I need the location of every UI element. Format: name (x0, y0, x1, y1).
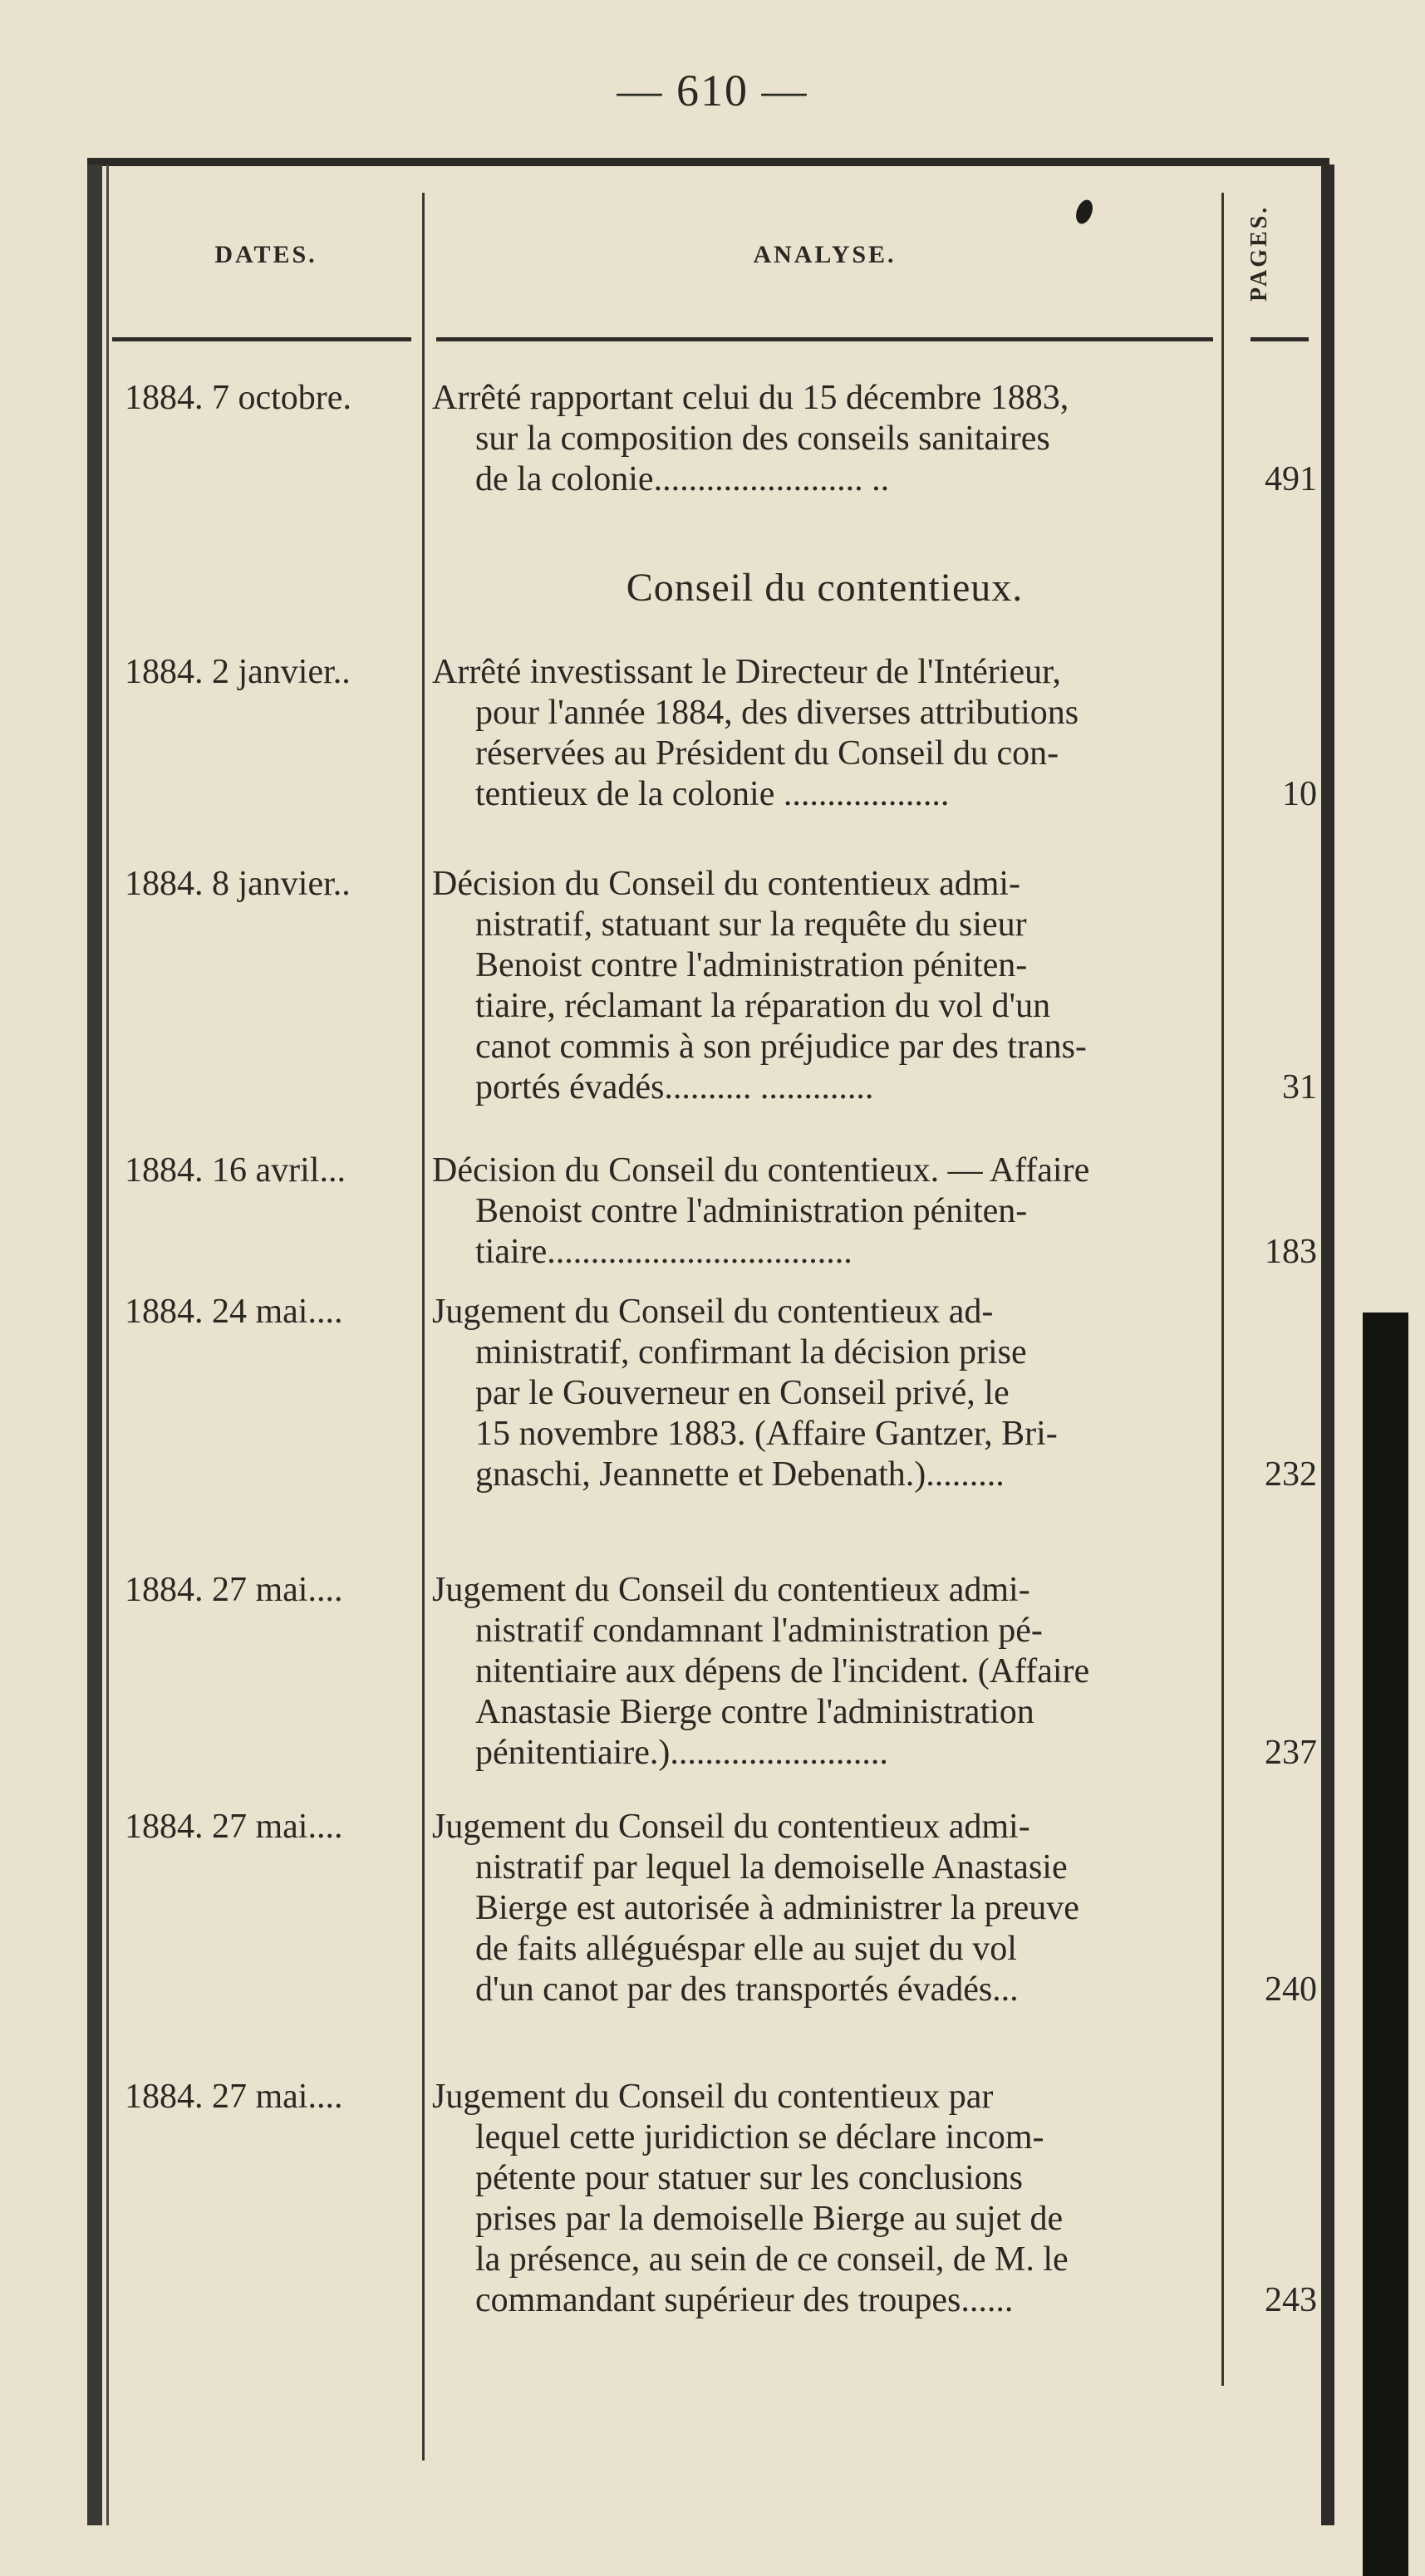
analysis-line: nistratif, statuant sur la requête du sieur (475, 905, 1027, 944)
analysis-line: Benoist contre l'administration péniten- (475, 946, 1028, 984)
analysis-line: Arrêté investissant le Directeur de l'Intérieur, (432, 653, 1061, 691)
analysis-line: réservées au Président du Conseil du con- (475, 734, 1059, 773)
analysis-line: Jugement du Conseil du contentieux admi- (432, 1571, 1030, 1609)
analysis-line: prises par la demoiselle Bierge au sujet de (475, 2200, 1064, 2238)
analysis-line: Décision du Conseil du contentieux admi- (432, 865, 1021, 903)
entry-analysis (432, 1807, 1217, 2010)
entry-analysis (432, 864, 1217, 1108)
entry-analysis (432, 652, 1217, 815)
analysis-line: ministratif, confirmant la décision prise (475, 1333, 1027, 1371)
entry-date: 1884. 8 janvier.. (125, 865, 351, 903)
entry-page-number: 183 (1265, 1233, 1317, 1271)
analysis-line: nistratif condamnant l'administration pé- (475, 1612, 1043, 1650)
analysis-line: pénitentiaire.)......................... (475, 1734, 888, 1772)
entry-page-number: 240 (1265, 1970, 1317, 2009)
analysis-line: tentieux de la colonie ................... (475, 775, 950, 813)
frame-left-inner-border (106, 164, 109, 2525)
analysis-line: pour l'année 1884, des diverses attributions (475, 694, 1079, 732)
column-divider-dates (422, 193, 425, 2461)
entry-date: 1884. 27 mai.... (125, 1571, 343, 1609)
analysis-line: tiaire, réclamant la réparation du vol d'un (475, 987, 1051, 1025)
section-title: Conseil du contentieux. (626, 566, 1024, 610)
analysis-line: lequel cette juridiction se déclare incom- (475, 2118, 1044, 2156)
header-rule-dates (112, 337, 411, 341)
entry-date: 1884. 24 mai.... (125, 1293, 343, 1331)
analysis-line: portés évadés.......... ............. (475, 1068, 874, 1106)
header-rule-analysis (436, 337, 1213, 341)
entry-analysis (432, 1151, 1217, 1273)
header-rule-pages (1251, 337, 1309, 341)
analysis-line: canot commis à son préjudice par des trans- (475, 1028, 1087, 1066)
analysis-line: 15 novembre 1883. (Affaire Gantzer, Bri- (475, 1415, 1058, 1453)
entry-page-number: 232 (1265, 1455, 1317, 1494)
entry-analysis (432, 378, 1217, 500)
analysis-line: commandant supérieur des troupes...... (475, 2281, 1014, 2319)
analysis-line: Bierge est autorisée à administrer la preuve (475, 1889, 1079, 1927)
analysis-line: Jugement du Conseil du contentieux par (432, 2078, 994, 2116)
analysis-line: Jugement du Conseil du contentieux ad- (432, 1293, 994, 1331)
analysis-line: Anastasie Bierge contre l'administration (475, 1693, 1034, 1731)
entry-page-number: 10 (1282, 775, 1317, 813)
entry-page-number: 243 (1265, 2281, 1317, 2319)
header-dates: DATES. (214, 241, 317, 268)
entry-date: 1884. 27 mai.... (125, 1808, 343, 1846)
analysis-line: de la colonie........................ .. (475, 460, 890, 498)
frame-right-border (1321, 164, 1334, 2525)
page-edge-shadow (1363, 1313, 1408, 2576)
header-analysis: ANALYSE. (753, 241, 897, 268)
entry-page-number: 491 (1265, 460, 1317, 498)
analysis-line: d'un canot par des transportés évadés... (475, 1970, 1019, 2009)
entry-page-number: 31 (1282, 1068, 1317, 1106)
entry-page-number: 237 (1265, 1734, 1317, 1772)
analysis-line: par le Gouverneur en Conseil privé, le (475, 1374, 1010, 1412)
entry-analysis (432, 1292, 1217, 1495)
frame-left-border (87, 164, 102, 2525)
header-pages: PAGES. (1246, 204, 1272, 302)
column-divider-pages (1221, 193, 1224, 2386)
analysis-line: la présence, au sein de ce conseil, de M. le (475, 2240, 1069, 2279)
analysis-line: sur la composition des conseils sanitaires (475, 420, 1050, 458)
page-number: — 610 — (617, 66, 808, 115)
entry-date: 1884. 27 mai.... (125, 2078, 343, 2116)
analysis-line: nitentiaire aux dépens de l'incident. (Affaire (475, 1652, 1090, 1690)
analysis-line: de faits alléguéspar elle au sujet du vol (475, 1930, 1017, 1968)
analysis-line: Arrêté rapportant celui du 15 décembre 1883, (432, 379, 1069, 417)
analysis-line: Jugement du Conseil du contentieux admi- (432, 1808, 1030, 1846)
analysis-line: tiaire................................... (475, 1233, 853, 1271)
analysis-line: Benoist contre l'administration péniten- (475, 1192, 1028, 1230)
analysis-line: gnaschi, Jeannette et Debenath.)......... (475, 1455, 1005, 1494)
entry-date: 1884. 2 janvier.. (125, 653, 351, 691)
analysis-line: nistratif par lequel la demoiselle Anastasie (475, 1848, 1068, 1887)
analysis-line: Décision du Conseil du contentieux. — Affaire (432, 1151, 1090, 1190)
entry-analysis (432, 1570, 1217, 1774)
analysis-line: pétente pour statuer sur les conclusions (475, 2159, 1023, 2197)
entry-date: 1884. 16 avril... (125, 1151, 346, 1190)
entry-analysis (432, 2077, 1217, 2321)
entry-date: 1884. 7 octobre. (125, 379, 351, 417)
